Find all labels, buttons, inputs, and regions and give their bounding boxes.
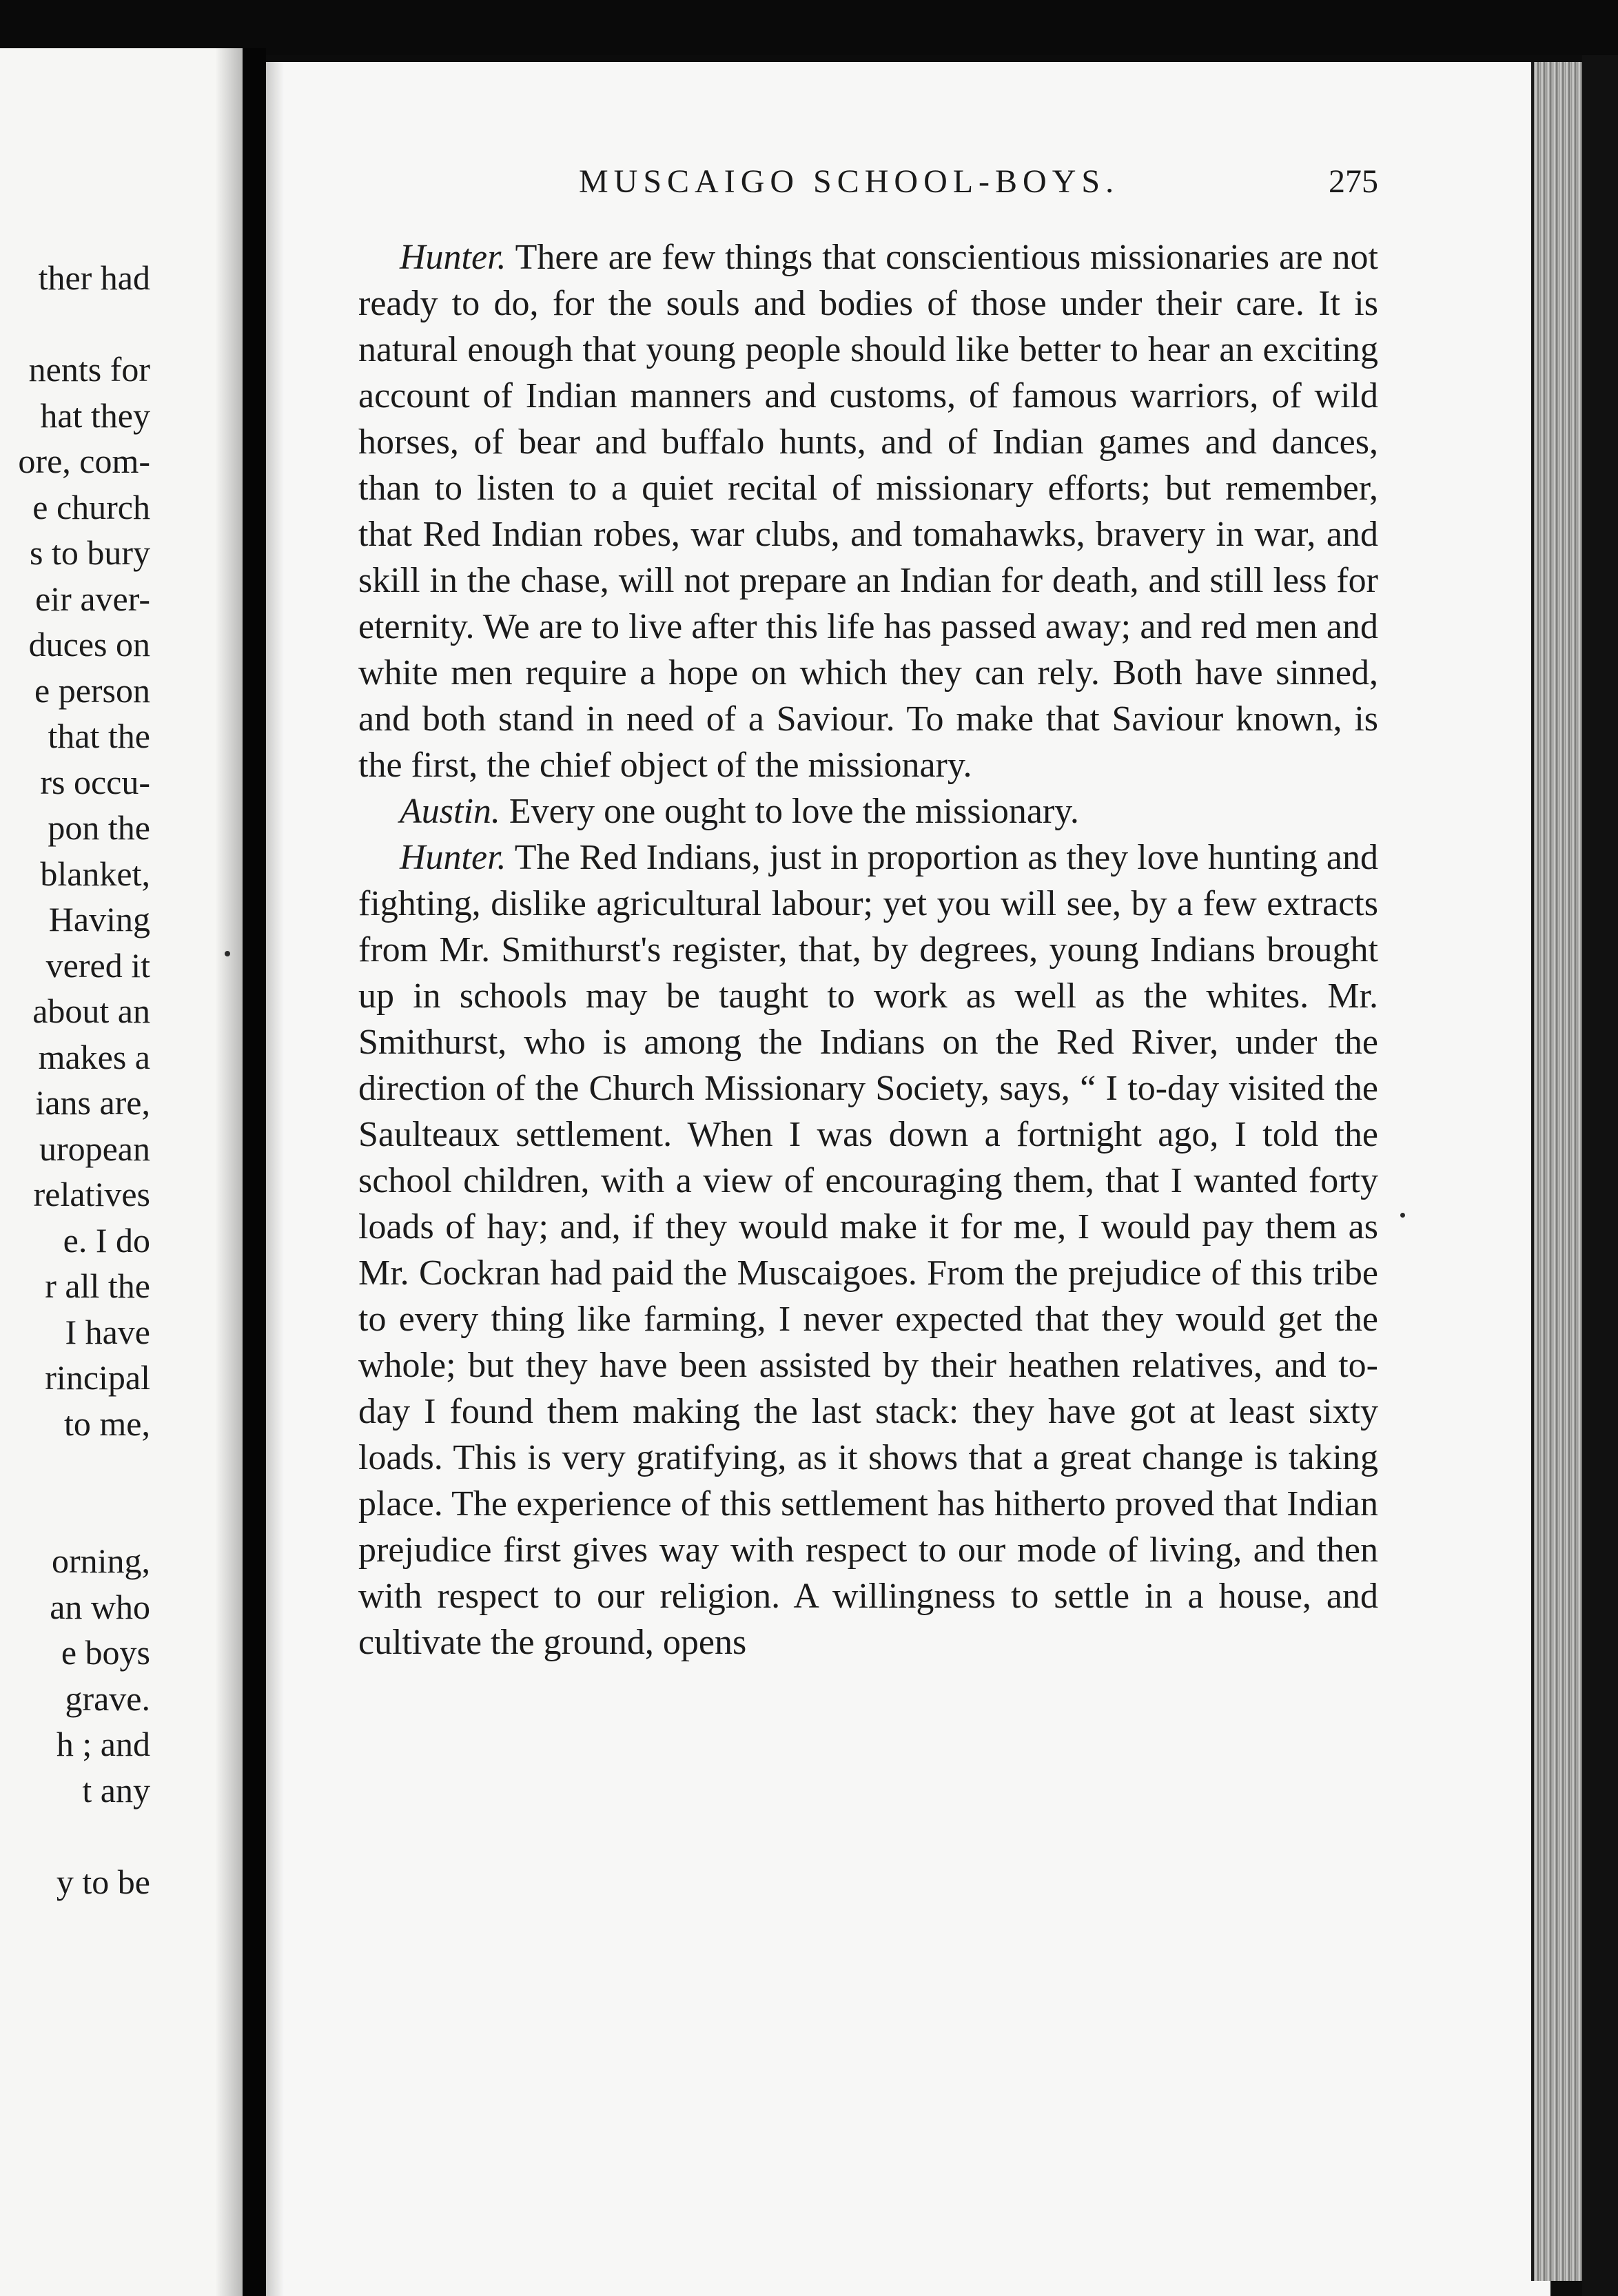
page-block-edge — [1531, 62, 1588, 2281]
scan-right-border — [1582, 55, 1618, 2296]
paragraph — [358, 788, 1378, 834]
left-page-line: pon the — [48, 808, 150, 847]
left-page — [0, 48, 243, 2296]
left-page-line: relatives — [33, 1175, 150, 1213]
left-page-line: rincipal — [45, 1358, 150, 1397]
left-page-line: s to bury — [30, 533, 150, 572]
left-page-line: I have — [65, 1312, 150, 1351]
paragraph — [358, 234, 1378, 788]
left-page-line: e church — [32, 487, 150, 526]
paragraph-text: Every one ought to love the missionary. — [509, 792, 1079, 831]
left-page-line: duces on — [28, 625, 150, 664]
left-page-line: r all the — [45, 1267, 150, 1305]
left-page-line: an who — [50, 1587, 150, 1626]
left-page-line: uropean — [39, 1129, 150, 1168]
left-page-line: to me, — [64, 1404, 150, 1443]
left-page-line: about an — [32, 992, 150, 1030]
left-page-line: t any — [82, 1770, 150, 1810]
left-page-line: e boys — [61, 1633, 150, 1672]
paragraph-text: The Red Indians, just in proportion as they love hunting and fighting, dislike agricultural labour; yet you will see, by a few extracts from Mr. Smithurst's register, that, by degrees, young Indians brought up in schools may be taught to work as well as the whites. Mr. Smithurst, who is among the Indians on the Red River, under the direction of the Church Missionary Society, says, “ I to-day visited the Saulteaux settlement. When I was down a fortnight ago, I told the school children, with a view of encouraging them, that I wanted forty loads of hay; and, if they would make it for me, I would pay them as Mr. Cockran had paid the Muscaigoes. From the prejudice of this tribe to every thing like farming, I never expected that they would get the whole; but they have been assisted by their heathen relatives, and to-day I found them making the last stack: they have got at least sixty loads. This is very gratifying, as it shows that a great change is taking place. The experience of this settlement has hitherto proved that Indian prejudice first gives way with respect to our mode of living, and then with respect to our religion. A willingness to settle in a house, and cultivate the ground, opens — [358, 838, 1379, 1662]
left-page-line: that the — [48, 717, 150, 755]
left-page-line: ore, com- — [18, 442, 150, 480]
left-page-line: rs occu- — [40, 762, 150, 801]
ink-speck — [225, 951, 230, 956]
left-page-line: e person — [34, 670, 150, 710]
left-page-line: ians are, — [35, 1083, 150, 1122]
speaker-name: Hunter. — [400, 238, 506, 277]
left-page-line: ther had — [38, 258, 150, 297]
left-page-line: grave. — [65, 1679, 150, 1718]
page-number: 275 — [1329, 163, 1378, 200]
ink-speck — [1400, 1213, 1405, 1218]
left-page-line: hat they — [40, 396, 150, 435]
right-page-gutter-shade — [266, 62, 284, 2296]
page-body — [358, 234, 1378, 1665]
left-page-line: vered it — [45, 945, 150, 985]
left-page-gutter-shadow — [215, 48, 243, 2296]
left-page-line: orning, — [51, 1541, 150, 1580]
book-gutter — [243, 48, 266, 2296]
left-page-line: e. I do — [63, 1220, 150, 1260]
left-page-line: Having — [48, 900, 150, 939]
speaker-name: Hunter. — [400, 838, 506, 877]
running-head: MUSCAIGO SCHOOL-BOYS. — [579, 163, 1120, 200]
left-page-line: y to be — [56, 1862, 150, 1901]
scan-top-border — [0, 0, 1618, 55]
left-page-text-fragments — [0, 48, 243, 2296]
paragraph-text: There are few things that conscientious missionaries are not ready to do, for the souls and bodies of those under their care. It is natural enough that young people should like better to hear an exciting account of Indian manners and customs, of famous warriors, of wild horses, of bear and buffalo hunts, and of Indian games and dances, than to listen to a quiet recital of missionary efforts; but remember, that Red Indian robes, war clubs, and tomahawks, bravery in war, and skill in the chase, will not prepare an Indian for death, and still less for eternity. We are to live after this life has passed away; and red men and white men require a hope on which they can rely. Both have sinned, and both stand in need of a Saviour. To make that Saviour known, is the first, the chief object of the missionary. — [358, 238, 1378, 785]
left-page-line: eir aver- — [35, 579, 150, 618]
left-page-line: blanket, — [40, 854, 150, 893]
left-page-line: h ; and — [56, 1725, 150, 1763]
left-page-line: nents for — [28, 350, 150, 389]
speaker-name: Austin. — [400, 792, 500, 831]
page-header — [311, 163, 1378, 211]
paragraph — [358, 834, 1378, 1665]
left-page-line: makes a — [38, 1037, 150, 1076]
